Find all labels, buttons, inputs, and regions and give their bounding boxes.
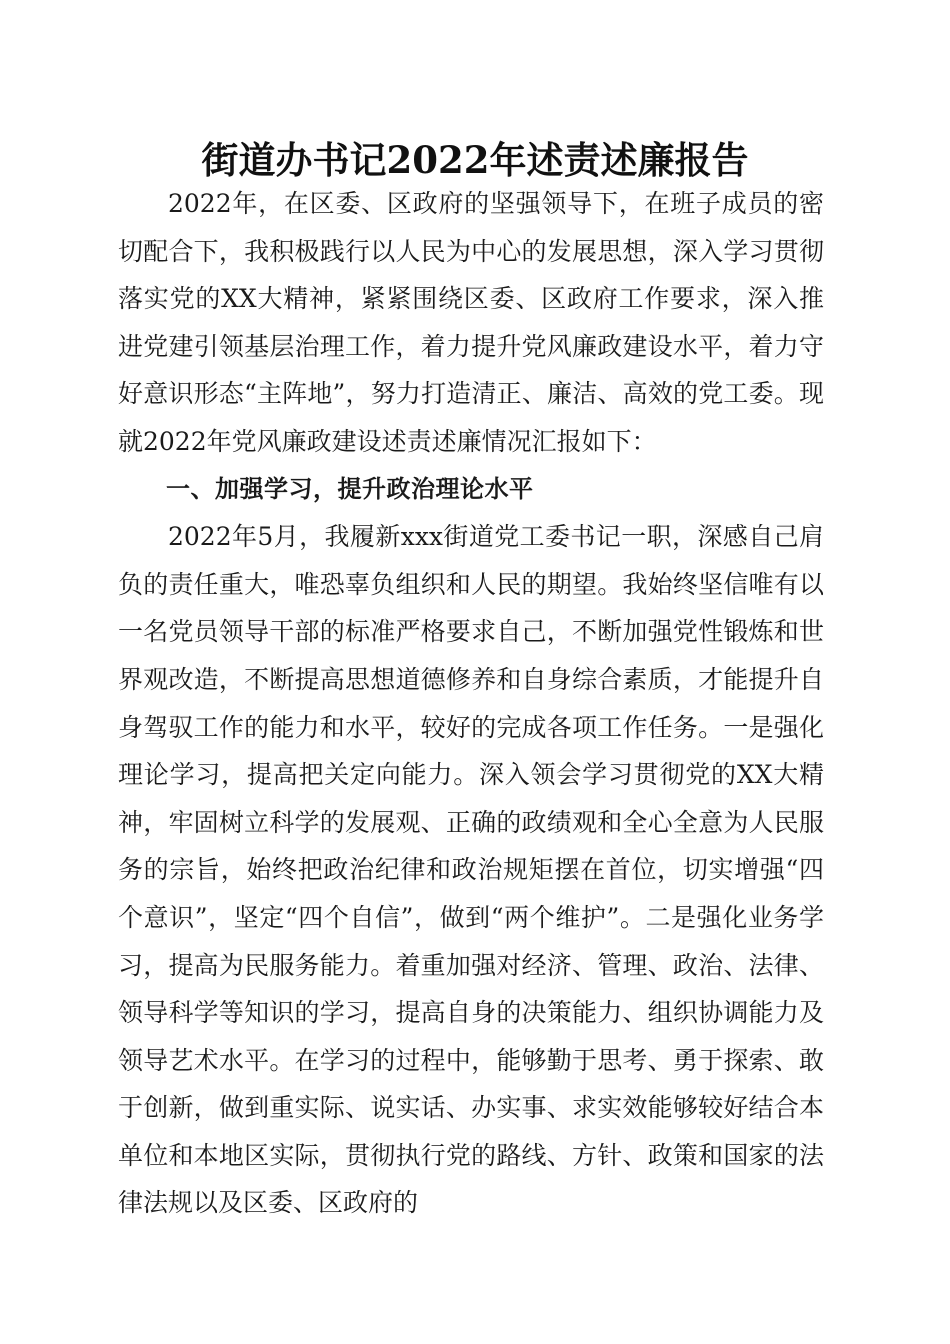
section-1-paragraph: 2022年5月，我履新xxx街道党工委书记一职，深感自己肩负的责任重大，唯恐辜负组织和人民的期望。我始终坚信唯有以一名党员领导干部的标准严格要求自己，不断加强党性锻炼和世界观改造，不断提高思想道德修养和自身综合素质，才能提升自身驾驭工作的能力和水平，较好的完成各项工作任务。一是强化理论学习，提高把关定向能力。深入领会学习贯彻党的XX大精神，牢固树立科学的发展观、正确的政绩观和全心全意为人民服务的宗旨，始终把政治纪律和政治规矩摆在首位，切实增强“四个意识”，坚定“四个自信”，做到“两个维护”。二是强化业务学习，提高为民服务能力。着重加强对经济、管理、政治、法律、领导科学等知识的学习，提高自身的决策能力、组织协调能力及领导艺术水平。在学习的过程中，能够勤于思考、勇于探索、敢于创新，做到重实际、说实话、办实事、求实效能够较好结合本单位和本地区实际，贯彻执行党的路线、方针、政策和国家的法律法规以及区委、区政府的	[118, 522, 824, 1218]
document-title: 街道办书记2022年述责述廉报告	[201, 138, 749, 182]
intro-paragraph: 2022年，在区委、区政府的坚强领导下，在班子成员的密切配合下，我积极践行以人民为中心的发展思想，深入学习贯彻落实党的XX大精神，紧紧围绕区委、区政府工作要求，深入推进党建引领基层治理工作，着力提升党风廉政建设水平，着力守好意识形态“主阵地”，努力打造清正、廉洁、高效的党工委。现就2022年党风廉政建设述责述廉情况汇报如下：	[118, 189, 824, 456]
section-heading-1: 一、加强学习，提升政治理论水平	[166, 474, 534, 503]
document-body	[118, 180, 824, 1227]
